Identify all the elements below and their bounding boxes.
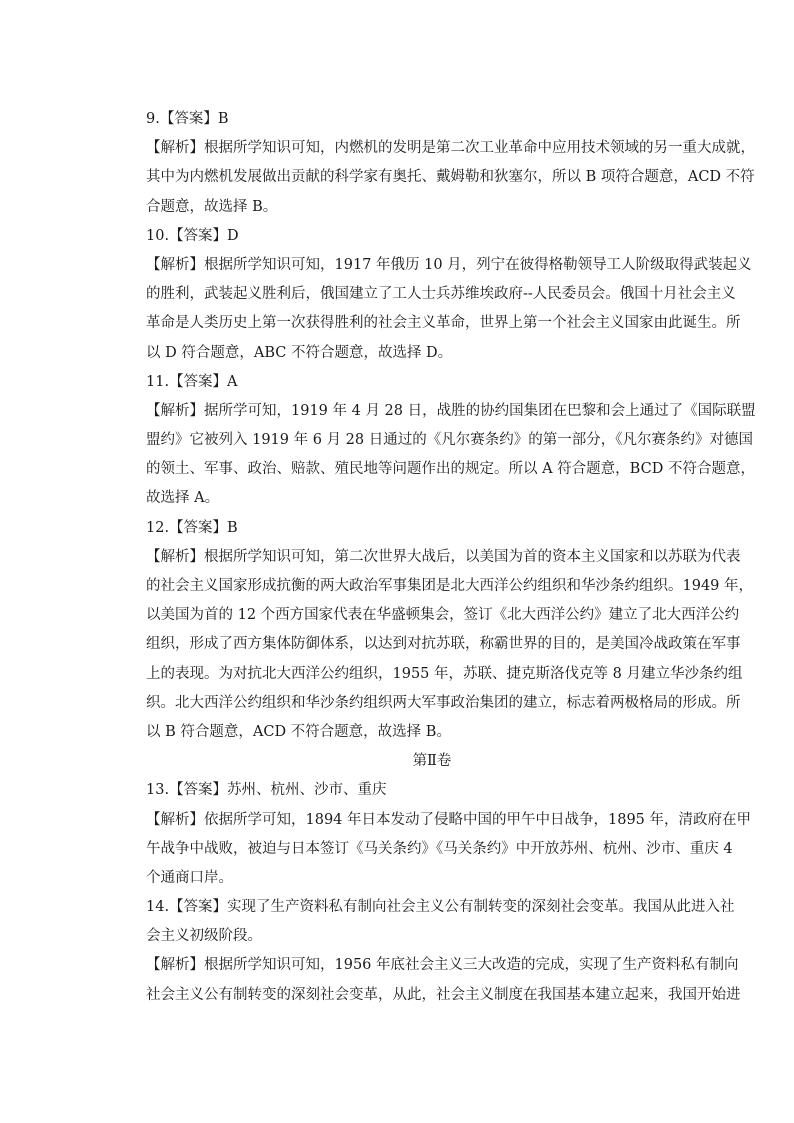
analysis-q14-line-1: 【解析】根据所学知识可知，1956 年底社会主义三大改造的完成，实现了生产资料私有制向	[146, 957, 739, 974]
analysis-q11-line-2: 盟约》它被列入 1919 年 6 月 28 日通过的《凡尔赛条约》的第一部分，《凡尔赛条约》对德国	[146, 432, 753, 449]
analysis-q13-line-1: 【解析】依据所学可知，1894 年日本发动了侵略中国的甲午中日战争，1895 年，清政府在甲	[146, 811, 752, 828]
analysis-q14-line-2: 社会主义公有制转变的深刻社会变革，从此，社会主义制度在我国基本建立起来，我国开始进	[146, 986, 741, 1003]
analysis-q10-line-1: 【解析】根据所学知识可知，1917 年俄历 10 月，列宁在彼得格勒领导工人阶级取得武装起义	[146, 256, 752, 273]
answer-q10-label: 10.【答案】D	[146, 227, 239, 244]
analysis-q11-line-3: 的领土、军事、政治、赔款、殖民地等问题作出的规定。所以 A 符合题意，BCD 不符合题意，	[146, 461, 755, 478]
analysis-q9-line-1: 【解析】根据所学知识可知，内燃机的发明是第二次工业革命中应用技术领域的另一重大成就，	[146, 140, 755, 157]
section-heading: 第Ⅱ卷	[412, 753, 452, 770]
analysis-q12-line-2: 的社会主义国家形成抗衡的两大政治军事集团是北大西洋公约组织和华沙条约组织。1949 年，	[146, 578, 754, 594]
answer-q9-label: 9.【答案】B	[146, 111, 229, 127]
analysis-q12-line-3: 以美国为首的 12 个西方国家代表在华盛顿集会，签订《北大西洋公约》建立了北大西洋公约	[146, 607, 740, 624]
analysis-q9-line-2: 其中为内燃机发展做出贡献的科学家有奥托、戴姆勒和狄塞尔，所以 B 项符合题意，ACD 不符	[146, 169, 755, 186]
answer-q12-label: 12.【答案】B	[146, 519, 238, 536]
answer-q14-line-2: 会主义初级阶段。	[146, 928, 262, 945]
answer-q11-label: 11.【答案】A	[146, 373, 238, 390]
answer-q13-label: 13.【答案】苏州、杭州、沙市、重庆	[146, 782, 387, 799]
analysis-q12-line-6: 织。北大西洋公约组织和华沙条约组织两大军事政治集团的建立，标志着两极格局的形成。所	[146, 694, 741, 711]
analysis-q10-line-4: 以 D 符合题意，ABC 不符合题意，故选择 D。	[146, 344, 453, 361]
analysis-q11-line-1: 【解析】据所学可知，1919 年 4 月 28 日，战胜的协约国集团在巴黎和会上通过了《国际联盟	[146, 402, 756, 419]
analysis-q12-line-5: 上的表现。为对抗北大西洋公约组织，1955 年，苏联、捷克斯洛伐克等 8 月建立华沙条约组	[146, 665, 743, 682]
answer-text-block	[146, 105, 756, 1010]
analysis-q13-line-3: 个通商口岸。	[146, 869, 233, 886]
analysis-q12-line-1: 【解析】根据所学知识可知，第二次世界大战后，以美国为首的资本主义国家和以苏联为代表	[146, 548, 741, 565]
analysis-q12-line-4: 组织，形成了西方集体防御体系，以达到对抗苏联，称霸世界的目的，是美国冷战政策在军事	[146, 636, 741, 653]
answer-q14-line-1: 14.【答案】实现了生产资料私有制向社会主义公有制转变的深刻社会变革。我国从此进入社	[146, 899, 735, 916]
analysis-q9-line-3: 合题意，故选择 B。	[146, 198, 278, 215]
analysis-q12-line-7: 以 B 符合题意，ACD 不符合题意，故选择 B。	[146, 723, 451, 740]
analysis-q13-line-2: 午战争中战败，被迫与日本签订《马关条约》《马关条约》中开放苏州、杭州、沙市、重庆 4	[146, 840, 733, 857]
analysis-q10-line-3: 革命是人类历史上第一次获得胜利的社会主义革命，世界上第一个社会主义国家由此诞生。所	[146, 315, 741, 332]
analysis-q10-line-2: 的胜利，武装起义胜利后，俄国建立了工人士兵苏维埃政府--人民委员会。俄国十月社会主义	[146, 286, 736, 303]
analysis-q11-line-4: 故选择 A。	[146, 490, 220, 507]
